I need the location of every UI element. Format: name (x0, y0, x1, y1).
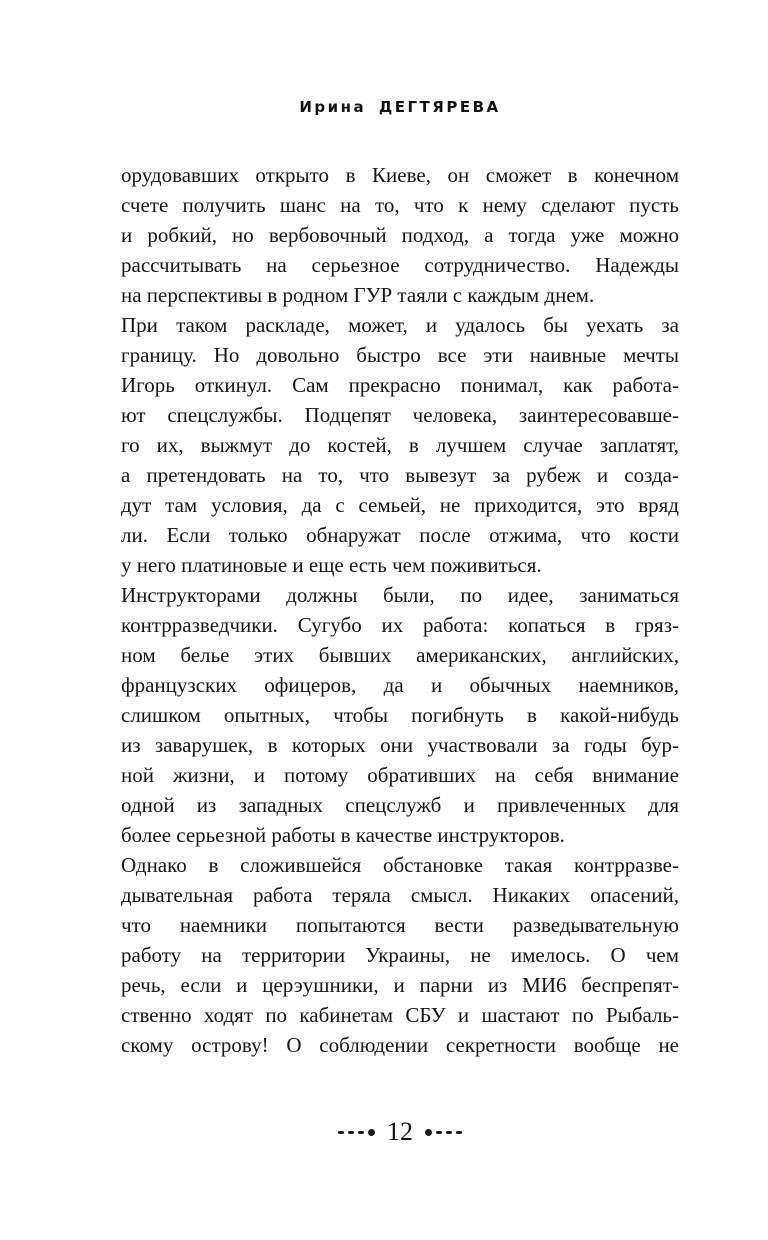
text-line: скому острову! О соблюдении секретности вообще не (121, 1033, 679, 1057)
text-line: счете получить шанс на то, что к нему сделают пусть (121, 193, 679, 217)
text-line: дут там условия, да с семьей, не приходится, это вряд (121, 493, 679, 517)
page-number: 12 (387, 1117, 413, 1146)
right-ornament (425, 1129, 462, 1136)
ornament-dash (436, 1131, 442, 1134)
ornament-dot (368, 1129, 375, 1136)
text-block (121, 160, 679, 1060)
paragraph (121, 850, 679, 1060)
text-line: ственно ходят по кабинетам СБУ и шастают по Рыбаль- (121, 1003, 679, 1027)
text-line: ном белье этих бывших американских, английских, (121, 643, 679, 667)
text-line: и робкий, но вербовочный подход, а тогда уже можно (121, 223, 679, 247)
ornament-dot (425, 1129, 432, 1136)
text-line: на перспективы в родном ГУР таяли с каждым днем. (121, 283, 595, 307)
text-line: дывательная работа теряла смысл. Никаких опасений, (121, 883, 679, 907)
text-line: Игорь откинул. Сам прекрасно понимал, как работа- (121, 373, 679, 397)
text-line: одной из западных спецслужб и привлеченных для (121, 793, 679, 817)
text-line: границу. Но довольно быстро все эти наивные мечты (121, 343, 679, 367)
text-line: французских офицеров, да и обычных наемников, (121, 673, 679, 697)
text-line: из заварушек, в которых они участвовали за годы бур- (121, 733, 679, 757)
text-line: го их, выжмут до костей, в лучшем случае заплатят, (121, 433, 679, 457)
text-line: Однако в сложившейся обстановке такая контрразве- (121, 853, 679, 877)
text-line: у него платиновые и еще есть чем поживиться. (121, 553, 542, 577)
text-line: более серьезной работы в качестве инструкторов. (121, 823, 565, 847)
text-line: ли. Если только обнаружат после отжима, что кости (121, 523, 679, 547)
text-line: а претендовать на то, что вывезут за рубеж и созда- (121, 463, 679, 487)
left-ornament (338, 1129, 375, 1136)
text-line: рассчитывать на серьезное сотрудничество. Надежды (121, 253, 679, 277)
text-line: орудовавших открыто в Киеве, он сможет в конечном (121, 163, 679, 187)
text-line: речь, если и церэушники, и парни из МИ6 беспрепят- (121, 973, 679, 997)
ornament-dash (358, 1131, 364, 1134)
ornament-dash (338, 1131, 344, 1134)
ornament-dash (446, 1131, 452, 1134)
text-line: что наемники попытаются вести разведывательную (121, 913, 679, 937)
text-line: контрразведчики. Сугубо их работа: копаться в гряз- (121, 613, 679, 637)
text-line: ной жизни, и потому обративших на себя внимание (121, 763, 679, 787)
paragraph (121, 310, 679, 580)
text-line: слишком опытных, чтобы погибнуть в какой-нибудь (121, 703, 679, 727)
ornament-dash (456, 1131, 462, 1134)
ornament-dash (348, 1131, 354, 1134)
page-footer (121, 1112, 679, 1152)
paragraph (121, 580, 679, 850)
paragraph (121, 160, 679, 310)
text-line: Инструкторами должны были, по идее, заниматься (121, 583, 679, 607)
text-line: работу на территории Украины, не имелось. О чем (121, 943, 679, 967)
text-line: ют спецслужбы. Подцепят человека, заинтересовавше- (121, 403, 679, 427)
text-line: При таком раскладе, может, и удалось бы уехать за (121, 313, 679, 337)
running-head-author: Ирина ДЕГТЯРЕВА (299, 98, 501, 116)
